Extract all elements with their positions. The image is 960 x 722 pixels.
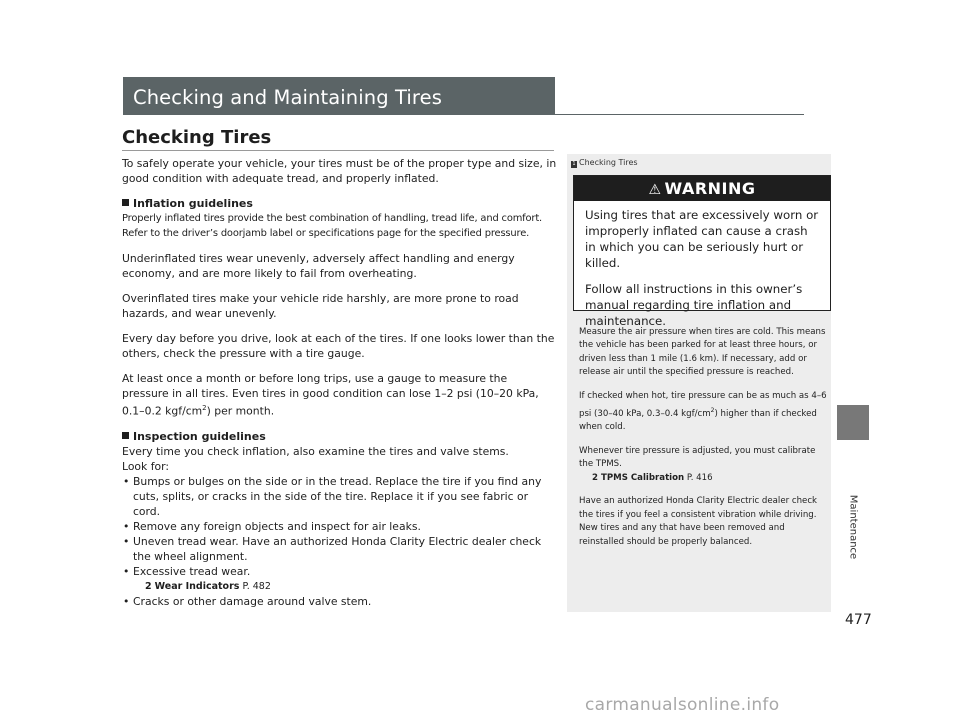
- inspection-list-continued: [122, 594, 557, 609]
- inspection-list: [122, 474, 557, 579]
- warning-header: ⚠ WARNING: [574, 176, 830, 201]
- square-bullet-icon: [122, 199, 129, 206]
- banner-rule: [123, 114, 804, 115]
- warning-paragraph-1: Using tires that are excessively worn or improperly inflated can cause a crash in which you can be seriously hurt or killed.: [585, 208, 819, 270]
- inflation-heading: Inflation guidelines: [122, 196, 557, 211]
- wear-indicators-link[interactable]: 2 Wear Indicators P. 482: [145, 580, 271, 592]
- list-item: • Cracks or other damage around valve stem.: [123, 594, 372, 608]
- warning-text: [574, 201, 830, 329]
- inspection-heading: Inspection guidelines: [122, 429, 557, 444]
- list-item: • Bumps or bulges on the side or in the tread. Replace the tire if you find any cuts, splits, or cracks in the side of the tire. Replace it if you see fabric or cord.: [123, 474, 542, 518]
- bullet-dot-icon: •: [123, 474, 130, 488]
- bullet-dot-icon: •: [123, 534, 130, 548]
- warning-paragraph-2: Follow all instructions in this owner’s manual regarding tire inflation and maintenance.: [585, 282, 803, 328]
- note-tag-icon: 1: [572, 161, 576, 167]
- list-item: • Excessive tread wear.: [123, 564, 251, 578]
- list-item: • Uneven tread wear. Have an authorized Honda Clarity Electric dealer check the wheel alignment.: [123, 534, 542, 563]
- warning-box: [573, 175, 831, 328]
- chapter-banner: [123, 77, 555, 115]
- inflation-paragraph-1: Properly inflated tires provide the best combination of handling, tread life, and comfort. Refer to the driver’s doorjamb label or specifications page for the specified pressure.: [122, 213, 543, 239]
- sidebar-paragraph-2: If checked when hot, tire pressure can be as much as 4–6 psi (30–40 kPa, 0.3–0.4 kgf/$cm^2$) higher than if checked when cold.: [579, 391, 827, 432]
- inflation-paragraph-3: Overinflated tires make your vehicle ride harshly, are more prone to road hazards, and wear unevenly.: [122, 292, 519, 320]
- section-rule: [122, 150, 554, 151]
- bullet-dot-icon: •: [123, 564, 130, 578]
- inflation-paragraph-5: At least once a month or before long trips, use a gauge to measure the pressure in all tires. Even tires in good condition can lose 1–2 psi (10–20 kPa, 0.1–0.2 kgf/$cm^2$) per month.: [122, 372, 539, 418]
- chapter-tab-label: Maintenance: [847, 494, 858, 560]
- sidebar-paragraph-4: Have an authorized Honda Clarity Electric dealer check the tires if you feel a consistent vibration while driving. New tires and any that have been removed and reinstalled should be properly balanced.: [579, 496, 818, 547]
- bullet-dot-icon: •: [123, 519, 130, 533]
- tpms-calibration-link[interactable]: 2 TPMS Calibration P. 416: [579, 472, 829, 485]
- inflation-paragraph-2: Underinflated tires wear unevenly, adversely affect handling and energy economy, and are more likely to fail from overheating.: [122, 252, 515, 280]
- chapter-title: Checking and Maintaining Tires: [133, 86, 442, 109]
- intro-paragraph: To safely operate your vehicle, your tires must be of the proper type and size, in good condition with adequate tread, and properly inflated.: [122, 157, 557, 185]
- page-number: 477: [845, 612, 872, 628]
- look-for-label: Look for:: [122, 459, 170, 473]
- main-content: [122, 156, 557, 609]
- bullet-dot-icon: •: [123, 594, 130, 608]
- inspection-paragraph: Every time you check inflation, also examine the tires and valve stems.: [122, 444, 509, 458]
- reference-arrow-icon: 2: [145, 580, 152, 592]
- sidebar-header: 1 Checking Tires: [572, 158, 638, 167]
- list-item: • Remove any foreign objects and inspect for air leaks.: [123, 519, 421, 533]
- chapter-tab: [837, 405, 869, 440]
- sidebar-paragraph-3: Whenever tire pressure is adjusted, you must calibrate the TPMS.: [579, 445, 816, 470]
- reference-arrow-icon: 2: [592, 472, 598, 483]
- square-bullet-icon: [122, 432, 129, 439]
- warning-triangle-icon: ⚠: [648, 182, 662, 198]
- watermark: carmanualsonline.info: [585, 695, 780, 715]
- sidebar-notes: [579, 326, 829, 560]
- sidebar-paragraph-1: Measure the air pressure when tires are cold. This means the vehicle has been parked for at least three hours, or driven less than 1 mile (1.6 km). If necessary, add or release air until the specified pressure is reached.: [579, 327, 826, 378]
- section-title: Checking Tires: [122, 127, 272, 148]
- inflation-paragraph-4: Every day before you drive, look at each of the tires. If one looks lower than the others, check the pressure with a tire gauge.: [122, 332, 555, 360]
